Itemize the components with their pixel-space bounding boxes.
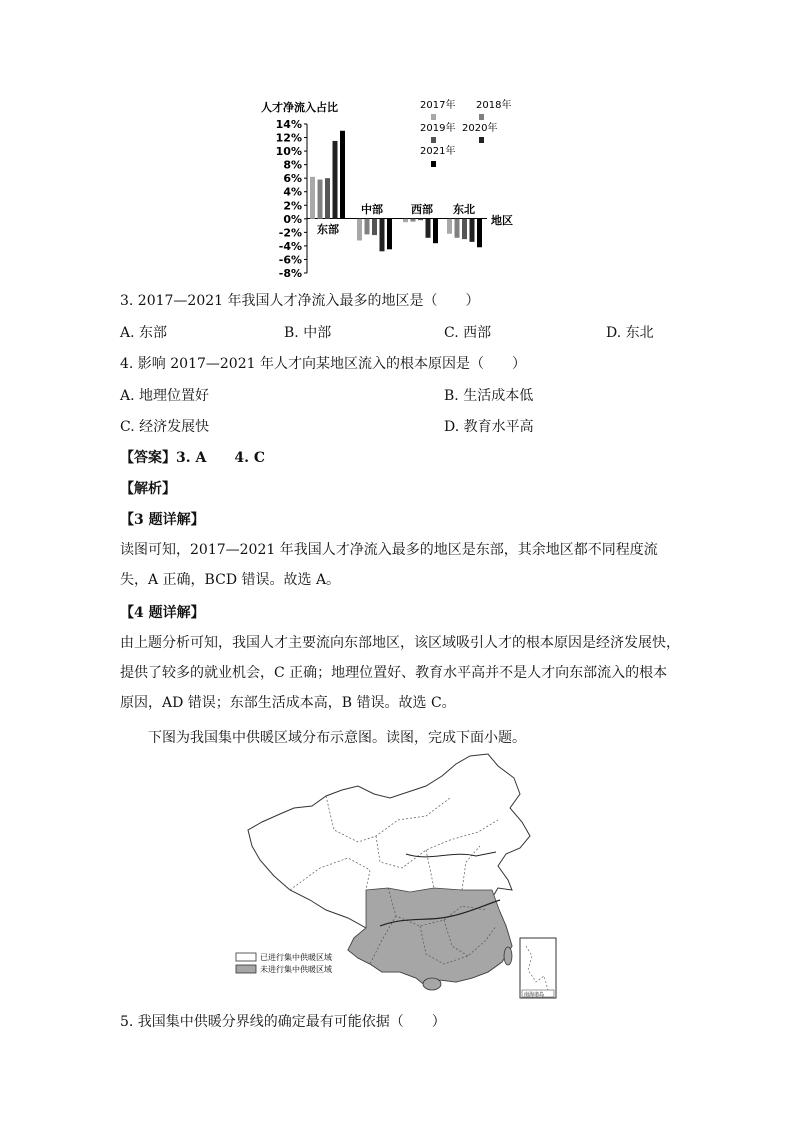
bar-东北-2021年 [477,219,482,247]
bar-中部-2021年 [387,219,392,249]
q4-option-b[interactable]: B. 生活成本低 [444,388,534,404]
y-tick-label: 14% [275,118,302,131]
legend-swatch [479,114,484,120]
unheated-region [348,888,512,986]
bar-东部-2021年 [340,131,345,219]
bar-东北-2019年 [462,219,467,239]
q3-option-a[interactable]: A. 东部 [120,325,168,341]
y-tick-label: 6% [283,172,302,186]
hainan-island [423,978,441,990]
y-tick-label: -2% [278,226,302,240]
q3-option-c[interactable]: C. 西部 [444,325,492,341]
category-label: 东北 [453,203,475,216]
legend-label: 2018年 [476,100,512,111]
legend-label: 2021年 [420,146,456,157]
bar-东北-2020年 [470,219,475,242]
bar-中部-2018年 [365,219,370,235]
answer-line: 【答案】3. A 4. C [120,450,265,466]
bar-东北-2018年 [455,219,460,238]
south-sea-inset [520,938,556,998]
q3-detail-heading: 【3 题详解】 [120,512,205,528]
y-tick-label: -4% [278,239,302,253]
talent-inflow-chart [255,92,515,282]
heating-zone-map [230,750,560,1005]
legend-unheated-label: 未进行集中供暖区域 [260,965,332,974]
legend-heated-swatch [236,953,256,961]
q5-stem: 5. 我国集中供暖分界线的确定最有可能依据（ ） [120,1014,446,1030]
bar-中部-2019年 [372,219,377,235]
y-tick-label: 0% [283,212,302,226]
y-tick-label: 8% [283,158,302,172]
q4-stem: 4. 影响 2017—2021 年人才向某地区流入的根本原因是（ ） [120,356,526,372]
q3-option-b[interactable]: B. 中部 [284,325,332,341]
category-label: 东部 [317,223,339,236]
legend-swatch [431,161,436,167]
legend-unheated-swatch [236,965,256,973]
bar-中部-2017年 [357,219,362,241]
bar-东部-2019年 [325,178,330,219]
y-tick-label: 12% [275,131,302,145]
legend-label: 2019年 [420,123,456,134]
taiwan-island [504,947,512,965]
bar-东部-2018年 [318,180,323,219]
bar-西部-2017年 [403,219,408,222]
chart-xlabel: 地区 [491,214,513,227]
bar-西部-2019年 [418,219,423,220]
y-tick-label: -8% [278,267,302,280]
bar-西部-2020年 [426,219,431,238]
bar-中部-2020年 [380,219,385,252]
legend-label: 2020年 [462,123,498,134]
q4-option-c[interactable]: C. 经济发展快 [120,419,210,435]
bar-东部-2017年 [310,177,315,219]
bar-东北-2017年 [447,219,452,234]
y-tick-label: 10% [275,145,302,159]
legend-label: 2017年 [420,100,456,111]
q3-detail-text: 读图可知，2017—2021 年我国人才净流入最多的地区是东部，其余地区都不同程度流失，A 正确，BCD 错误。故选 A。 [120,542,658,588]
analysis-heading: 【解析】 [120,481,176,497]
q3-stem: 3. 2017—2021 年我国人才净流入最多的地区是（ ） [120,293,480,309]
legend-swatch [479,137,484,143]
legend-swatch [431,114,436,120]
q3-option-d[interactable]: D. 东北 [606,325,654,341]
y-tick-label: 2% [283,199,302,213]
legend-swatch [431,137,436,143]
chart-ylabel: 人才净流入占比 [261,101,338,114]
q4-option-a[interactable]: A. 地理位置好 [120,388,210,404]
q4-detail-heading: 【4 题详解】 [120,605,205,621]
q4-detail-text: 由上题分析可知，我国人才主要流向东部地区，该区域吸引人才的根本原因是经济发展快，提供了较多的就业机会，C 正确；地理位置好、教育水平高并不是人才向东部流入的根本原因，AD 错误；东部生活成本高，B 错误。故选 C。 [120,635,680,711]
y-tick-label: -6% [278,253,302,267]
legend-heated-label: 已进行集中供暖区域 [260,953,332,962]
category-label: 西部 [411,203,433,216]
y-tick-label: 4% [283,185,302,199]
inset-label: 南海诸岛 [524,992,545,998]
bar-东部-2020年 [333,141,338,219]
map-intro: 下图为我国集中供暖区域分布示意图。读图，完成下面小题。 [148,730,526,746]
bar-西部-2018年 [411,219,416,222]
q4-option-d[interactable]: D. 教育水平高 [444,419,534,435]
category-label: 中部 [361,203,383,216]
bar-西部-2021年 [433,219,438,243]
